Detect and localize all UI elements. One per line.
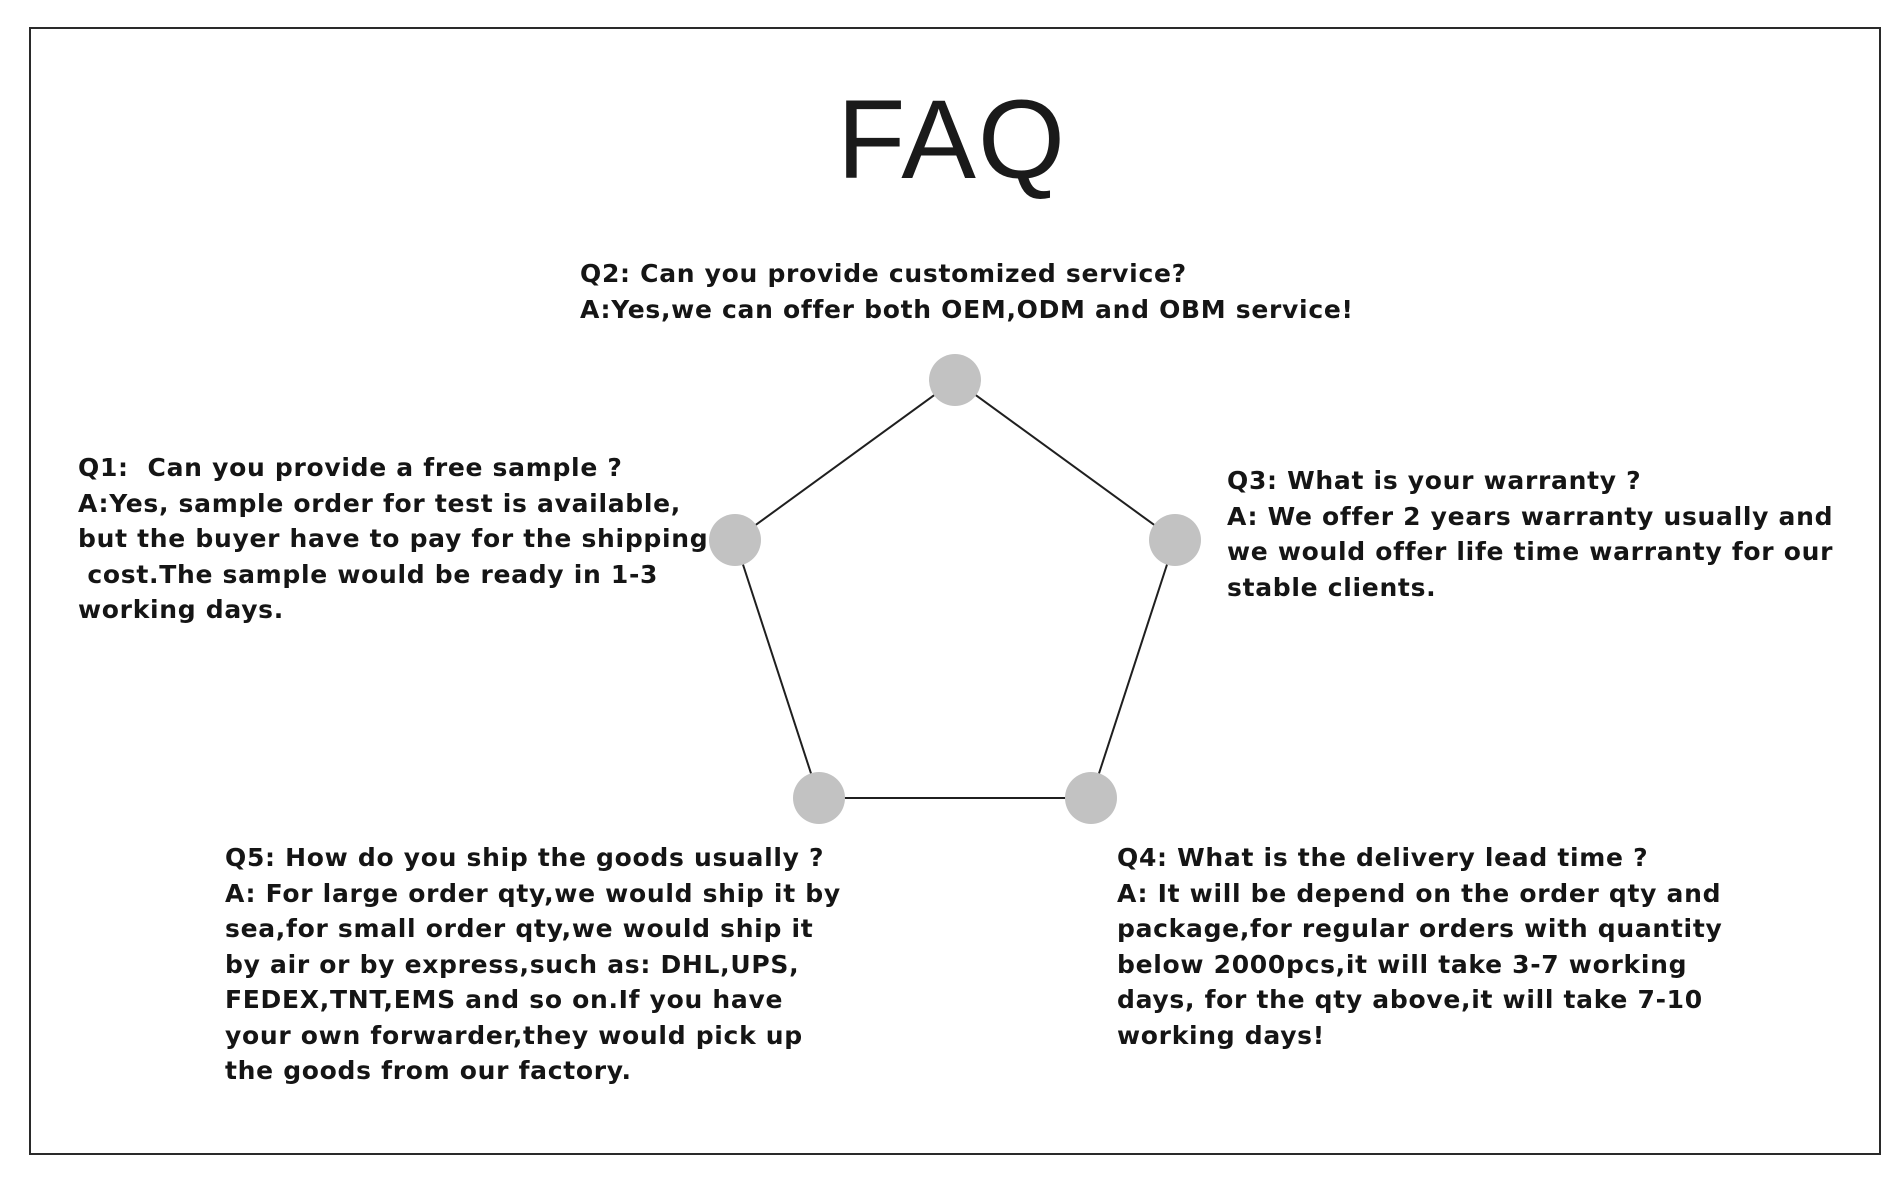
faq-q4-question: Q4: What is the delivery lead time ? [1117,843,1649,872]
faq-q3 [1227,463,1833,605]
faq-q1-answer-line: but the buyer have to pay for the shipping [78,524,709,553]
faq-q4-answer-line: below 2000pcs,it will take 3-7 working [1117,949,1688,979]
faq-q4-answer-line: A: It will be depend on the order qty and [1117,878,1722,908]
faq-q5-answer-line: by air or by express,such as: DHL,UPS, [225,949,800,979]
faq-q1-answer-line: working days. [78,595,284,624]
pentagon-nodes [709,354,1201,824]
edge-q3-q4 [1091,540,1175,798]
faq-q1 [78,450,708,628]
faq-q5-answer-line: FEDEX,TNT,EMS and so on.If you have [225,985,784,1014]
node-q4 [1065,772,1117,824]
faq-q3-answer-line: stable clients. [1227,572,1437,602]
node-q3 [1149,514,1201,566]
faq-q2 [580,256,1354,327]
faq-q1-question: Q1: Can you provide a free sample ? [78,453,623,482]
faq-q2-question: Q2: Can you provide customized service? [580,259,1187,288]
page-title: FAQ [836,77,1068,202]
edge-q5-q1 [735,540,819,798]
faq-q2-answer-line: A:Yes,we can offer both OEM,ODM and OBM service! [580,294,1354,324]
faq-q1-answer-line: A:Yes, sample order for test is available, [78,488,682,518]
edge-q2-q3 [955,380,1175,540]
node-q5 [793,772,845,824]
faq-q5 [225,840,841,1089]
faq-q5-answer-line: your own forwarder,they would pick up [225,1020,803,1050]
faq-q4-answer-line: working days! [1117,1020,1325,1050]
node-q2 [929,354,981,406]
faq-q5-answer-line: A: For large order qty,we would ship it by [225,878,841,908]
node-q1 [709,514,761,566]
faq-q4 [1117,840,1722,1053]
faq-q3-question: Q3: What is your warranty ? [1227,466,1642,495]
faq-q4-answer-line: package,for regular orders with quantity [1117,914,1723,943]
faq-q1-answer-line: cost.The sample would be ready in 1-3 [78,559,659,589]
edge-q1-q2 [735,380,955,540]
faq-q5-answer-line: sea,for small order qty,we would ship it [225,914,814,943]
faq-q4-answer-line: days, for the qty above,it will take 7-10 [1117,985,1703,1014]
faq-q5-question: Q5: How do you ship the goods usually ? [225,843,825,872]
faq-q5-answer-line: the goods from our factory. [225,1056,632,1085]
faq-q3-answer-line: we would offer life time warranty for our [1227,537,1834,566]
pentagon-edges [735,380,1175,798]
faq-q3-answer-line: A: We offer 2 years warranty usually and [1227,501,1834,531]
